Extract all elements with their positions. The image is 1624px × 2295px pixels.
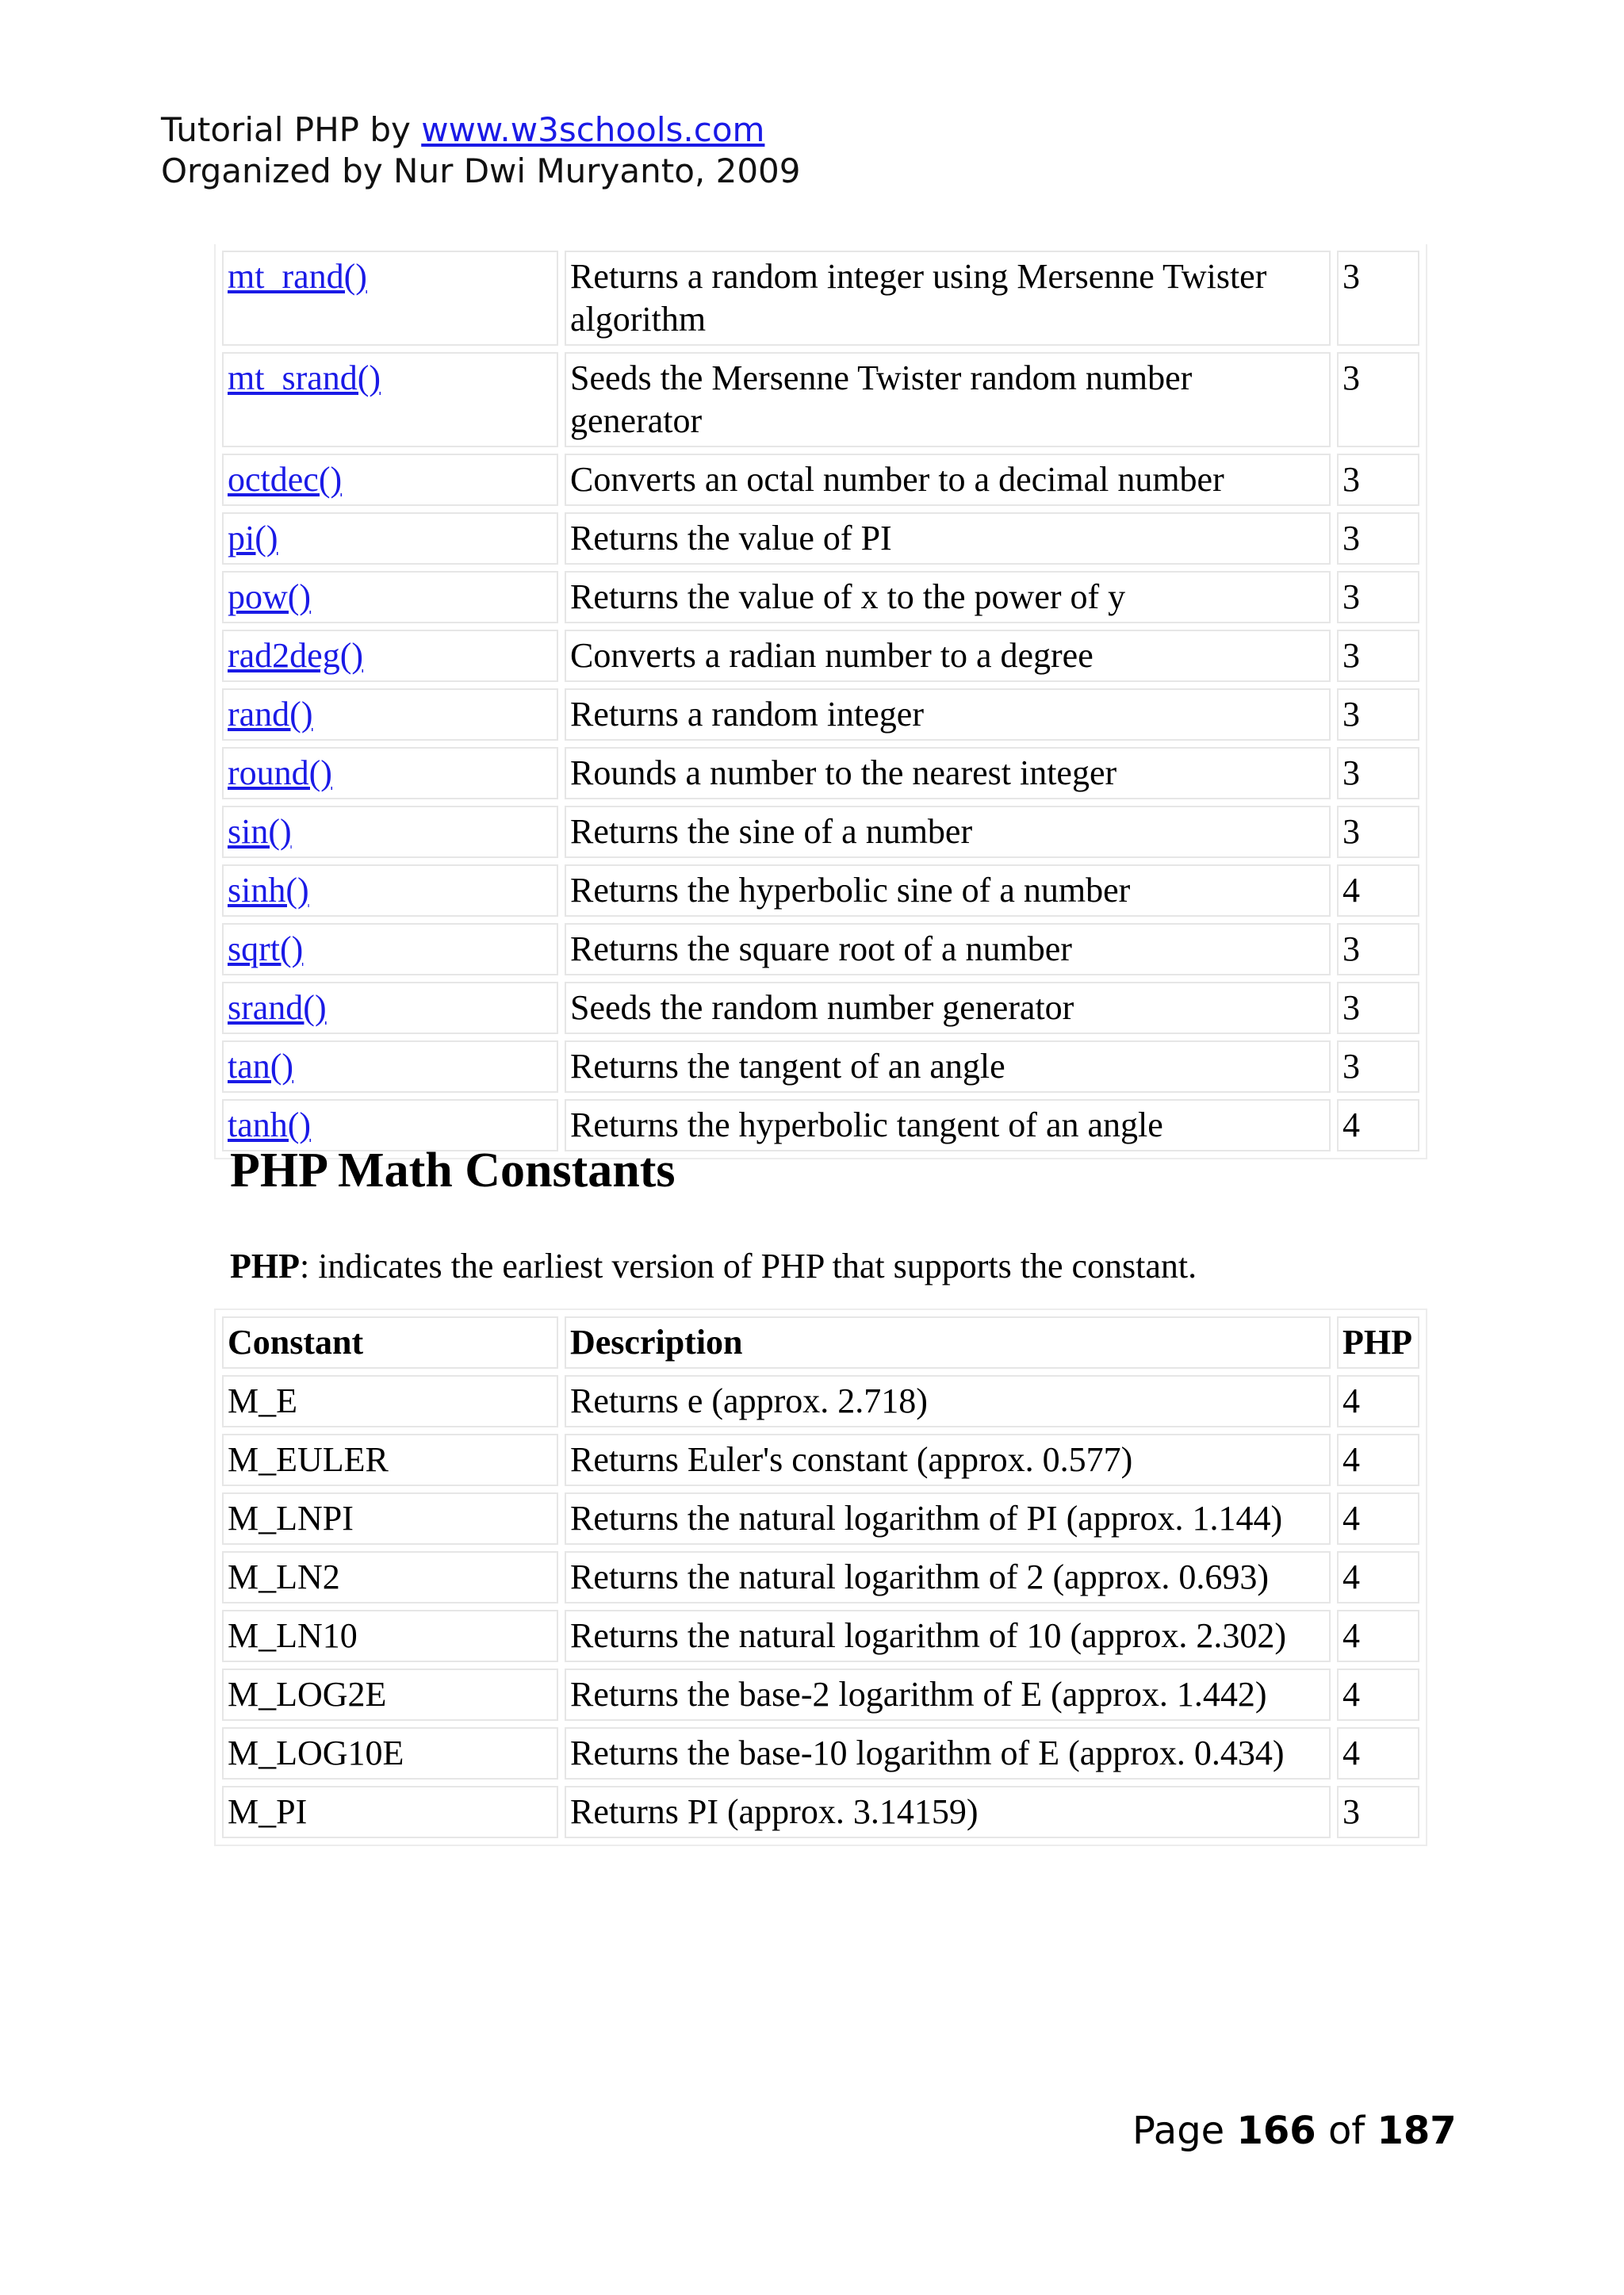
function-link[interactable]: octdec() (228, 460, 343, 499)
function-link[interactable]: tanh() (228, 1105, 312, 1144)
constant-name-cell: M_E (222, 1375, 558, 1427)
math-functions-table (214, 244, 1427, 1159)
constant-name-cell: M_LNPI (222, 1492, 558, 1545)
function-php-version-cell: 3 (1337, 251, 1419, 346)
function-name-cell (222, 454, 558, 506)
header-description: Description (565, 1316, 1331, 1369)
function-description-cell: Seeds the random number generator (565, 982, 1331, 1034)
constant-php-version-cell: 4 (1337, 1727, 1419, 1780)
constant-php-version-cell: 4 (1337, 1610, 1419, 1662)
function-php-version-cell: 3 (1337, 688, 1419, 741)
table-row (222, 806, 1419, 858)
function-link[interactable]: sqrt() (228, 929, 304, 968)
function-description-cell: Returns the tangent of an angle (565, 1040, 1331, 1093)
table-row (222, 630, 1419, 682)
table-row (222, 512, 1419, 565)
constant-php-version-cell: 3 (1337, 1786, 1419, 1838)
function-description-cell: Returns a random integer (565, 688, 1331, 741)
table-row (222, 1610, 1419, 1662)
math-constants-table (214, 1308, 1427, 1846)
constant-name-cell: M_LN10 (222, 1610, 558, 1662)
function-php-version-cell: 3 (1337, 630, 1419, 682)
function-php-version-cell: 3 (1337, 454, 1419, 506)
function-link[interactable]: rand() (228, 695, 313, 734)
constant-name-cell: M_EULER (222, 1434, 558, 1486)
function-name-cell (222, 1040, 558, 1093)
table-row (222, 454, 1419, 506)
header-prefix: Tutorial PHP by (161, 110, 422, 149)
function-php-version-cell: 3 (1337, 982, 1419, 1034)
function-php-version-cell: 3 (1337, 571, 1419, 623)
function-name-cell (222, 806, 558, 858)
total-pages-number: 187 (1377, 2109, 1457, 2153)
function-php-version-cell: 3 (1337, 352, 1419, 447)
table-row (222, 864, 1419, 917)
table-row (222, 1727, 1419, 1780)
function-name-cell (222, 571, 558, 623)
php-version-note (230, 1245, 1197, 1288)
function-description-cell: Returns a random integer using Mersenne Twister algorithm (565, 251, 1331, 346)
function-link[interactable]: sinh() (228, 871, 309, 910)
table-row (222, 352, 1419, 447)
page-footer (1132, 2108, 1457, 2154)
function-php-version-cell: 3 (1337, 747, 1419, 799)
functions-table-body (222, 251, 1419, 1151)
constants-table-head (222, 1316, 1419, 1369)
table-header-row (222, 1316, 1419, 1369)
table-row (222, 1040, 1419, 1093)
constant-php-version-cell: 4 (1337, 1434, 1419, 1486)
constant-name-cell: M_LOG10E (222, 1727, 558, 1780)
current-page-number: 166 (1236, 2109, 1316, 2153)
function-description-cell: Returns the value of x to the power of y (565, 571, 1331, 623)
function-name-cell (222, 688, 558, 741)
function-link[interactable]: mt_rand() (228, 257, 367, 296)
header-php: PHP (1337, 1316, 1419, 1369)
note-bold-label: PHP (230, 1247, 300, 1285)
of-word: of (1327, 2109, 1365, 2153)
function-description-cell: Rounds a number to the nearest integer (565, 747, 1331, 799)
function-name-cell (222, 982, 558, 1034)
table-row (222, 1786, 1419, 1838)
function-description-cell: Returns the hyperbolic tangent of an angle (565, 1099, 1331, 1151)
constant-php-version-cell: 4 (1337, 1669, 1419, 1721)
constant-description-cell: Returns the base-2 logarithm of E (approx. 1.442) (565, 1669, 1331, 1721)
function-php-version-cell: 3 (1337, 1040, 1419, 1093)
constant-php-version-cell: 4 (1337, 1551, 1419, 1603)
function-php-version-cell: 3 (1337, 923, 1419, 975)
constant-name-cell: M_LOG2E (222, 1669, 558, 1721)
function-description-cell: Seeds the Mersenne Twister random number generator (565, 352, 1331, 447)
function-php-version-cell: 4 (1337, 1099, 1419, 1151)
table-row (222, 1375, 1419, 1427)
constant-description-cell: Returns Euler's constant (approx. 0.577) (565, 1434, 1331, 1486)
function-name-cell (222, 747, 558, 799)
constant-description-cell: Returns the natural logarithm of 2 (approx. 0.693) (565, 1551, 1331, 1603)
w3schools-link[interactable]: www.w3schools.com (421, 110, 765, 149)
constant-description-cell: Returns the natural logarithm of PI (approx. 1.144) (565, 1492, 1331, 1545)
table-row (222, 982, 1419, 1034)
table-row (222, 1551, 1419, 1603)
constant-description-cell: Returns PI (approx. 3.14159) (565, 1786, 1331, 1838)
function-description-cell: Returns the hyperbolic sine of a number (565, 864, 1331, 917)
function-link[interactable]: pi() (228, 519, 278, 557)
section-title: PHP Math Constants (230, 1144, 676, 1197)
function-description-cell: Returns the value of PI (565, 512, 1331, 565)
header-line-1 (161, 109, 801, 151)
page-word: Page (1132, 2109, 1225, 2153)
constant-description-cell: Returns e (approx. 2.718) (565, 1375, 1331, 1427)
table-row (222, 688, 1419, 741)
table-row (222, 1434, 1419, 1486)
function-description-cell: Returns the square root of a number (565, 923, 1331, 975)
table-row (222, 1669, 1419, 1721)
function-link[interactable]: pow() (228, 577, 312, 616)
constant-php-version-cell: 4 (1337, 1492, 1419, 1545)
header-line-2: Organized by Nur Dwi Muryanto, 2009 (161, 151, 801, 190)
function-description-cell: Converts an octal number to a decimal number (565, 454, 1331, 506)
table-row (222, 747, 1419, 799)
constant-description-cell: Returns the natural logarithm of 10 (approx. 2.302) (565, 1610, 1331, 1662)
constant-php-version-cell: 4 (1337, 1375, 1419, 1427)
function-description-cell: Returns the sine of a number (565, 806, 1331, 858)
table-row (222, 923, 1419, 975)
function-php-version-cell: 4 (1337, 864, 1419, 917)
function-name-cell (222, 630, 558, 682)
header-constant: Constant (222, 1316, 558, 1369)
function-name-cell (222, 352, 558, 447)
function-link[interactable]: srand() (228, 988, 327, 1027)
function-link[interactable]: sin() (228, 812, 292, 851)
function-php-version-cell: 3 (1337, 512, 1419, 565)
function-description-cell: Converts a radian number to a degree (565, 630, 1331, 682)
function-php-version-cell: 3 (1337, 806, 1419, 858)
function-name-cell (222, 251, 558, 346)
function-name-cell (222, 512, 558, 565)
constant-name-cell: M_LN2 (222, 1551, 558, 1603)
function-link[interactable]: tan() (228, 1047, 294, 1086)
note-text: : indicates the earliest version of PHP that supports the constant. (299, 1247, 1197, 1285)
function-link[interactable]: round() (228, 753, 332, 792)
function-link[interactable]: rad2deg() (228, 636, 364, 675)
constants-table-body (222, 1375, 1419, 1838)
page-header (161, 109, 801, 192)
function-name-cell (222, 864, 558, 917)
constant-name-cell: M_PI (222, 1786, 558, 1838)
function-link[interactable]: mt_srand() (228, 358, 381, 397)
constant-description-cell: Returns the base-10 logarithm of E (approx. 0.434) (565, 1727, 1331, 1780)
table-row (222, 571, 1419, 623)
table-row (222, 1492, 1419, 1545)
table-row (222, 251, 1419, 346)
function-name-cell (222, 923, 558, 975)
